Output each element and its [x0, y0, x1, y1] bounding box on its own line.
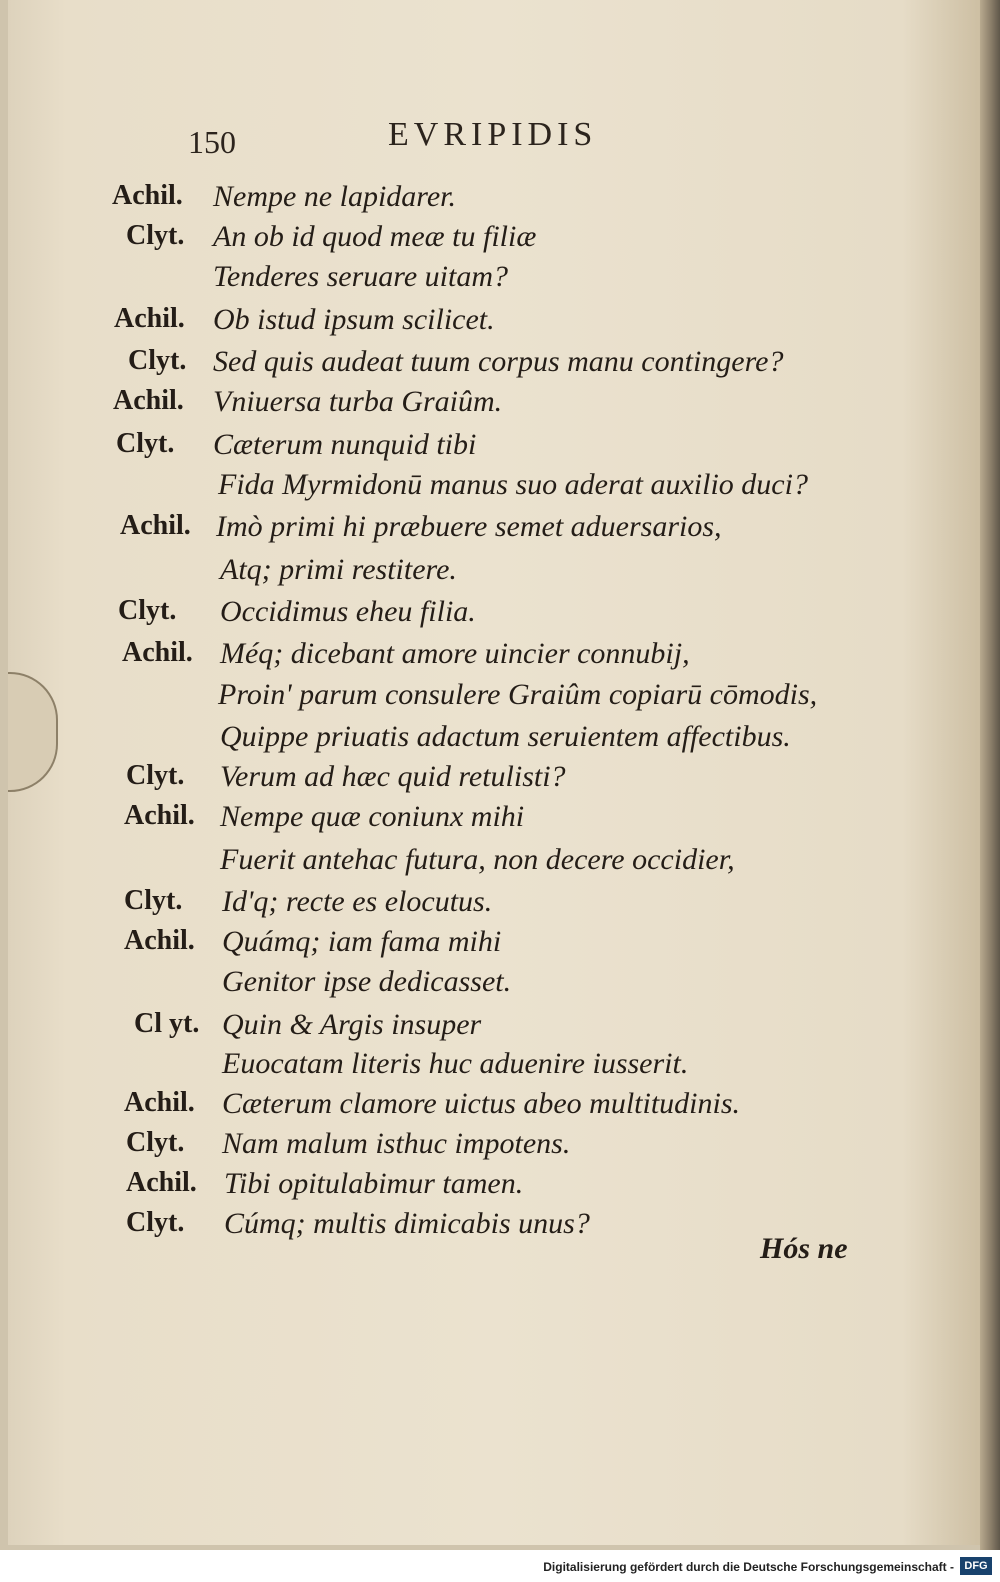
dialogue-line — [8, 303, 948, 343]
speaker-label: Achil. — [114, 303, 185, 334]
verse-text: Nam malum isthuc impotens. — [222, 1127, 571, 1160]
dialogue-line — [8, 345, 948, 385]
dialogue-line — [8, 260, 948, 300]
verse-text: Cæterum nunquid tibi — [213, 428, 477, 461]
dialogue-line — [8, 1047, 948, 1087]
verse-text: Tenderes seruare uitam? — [213, 260, 508, 293]
speaker-label: Cl yt. — [134, 1008, 200, 1039]
speaker-label: Clyt. — [126, 1127, 185, 1158]
speaker-label: Achil. — [124, 800, 195, 831]
dialogue-line — [8, 800, 948, 840]
digitization-footer — [0, 1550, 1000, 1582]
verse-text: Verum ad hæc quid retulisti? — [220, 760, 566, 793]
dialogue-line — [8, 843, 948, 883]
verse-text: Cúmq; multis dimicabis unus? — [224, 1207, 590, 1240]
speaker-label: Clyt. — [116, 428, 175, 459]
dialogue-line — [8, 553, 948, 593]
verse-text: Méq; dicebant amore uincier connubij, — [220, 637, 690, 670]
speaker-label: Achil. — [124, 1087, 195, 1118]
verse-text: Nempe quæ coniunx mihi — [220, 800, 525, 833]
speaker-label: Clyt. — [126, 760, 185, 791]
catchword: Hós ne — [760, 1232, 848, 1265]
verse-text: Imò primi hi præbuere semet aduersarios, — [216, 510, 722, 543]
verse-text: Fida Myrmidonū manus suo aderat auxilio duci? — [218, 468, 808, 501]
verse-text: Genitor ipse dedicasset. — [222, 965, 512, 998]
dialogue-line — [8, 428, 948, 468]
dialogue-line — [8, 468, 948, 508]
dialogue-line — [8, 637, 948, 677]
page-edge-shadow — [980, 0, 1000, 1550]
verse-text: Quippe priuatis adactum seruientem affectibus. — [220, 720, 791, 753]
verse-text: Fuerit antehac futura, non decere occidier, — [220, 843, 735, 876]
verse-text: Quin & Argis insuper — [222, 1008, 482, 1041]
verse-text: Vniuersa turba Graiûm. — [213, 385, 503, 418]
speaker-label: Clyt. — [128, 345, 187, 376]
verse-text: Occidimus eheu filia. — [220, 595, 476, 628]
verse-text: Id'q; recte es elocutus. — [222, 885, 493, 918]
dfg-logo: DFG — [960, 1557, 992, 1575]
running-title: EVRIPIDIS — [388, 116, 598, 153]
dialogue-line — [8, 1008, 948, 1048]
dialogue-line — [8, 180, 948, 220]
dialogue-line — [8, 720, 948, 760]
speaker-label: Achil. — [113, 385, 184, 416]
dialogue-line — [8, 510, 948, 550]
dialogue-line — [8, 1167, 948, 1207]
dialogue-line — [8, 1127, 948, 1167]
verse-text: Cæterum clamore uictus abeo multitudinis. — [222, 1087, 741, 1120]
speaker-label: Clyt. — [124, 885, 183, 916]
speaker-label: Clyt. — [126, 220, 185, 251]
speaker-label: Achil. — [122, 637, 193, 668]
verse-text: Atq; primi restitere. — [220, 553, 457, 586]
dialogue-line — [8, 760, 948, 800]
dialogue-line — [8, 220, 948, 260]
funding-credit: Digitalisierung gefördert durch die Deutsche Forschungsgemeinschaft - — [543, 1560, 954, 1574]
dialogue-line — [8, 385, 948, 425]
page-header — [188, 112, 628, 162]
speaker-label: Achil. — [112, 180, 183, 211]
verse-text: Nempe ne lapidarer. — [213, 180, 457, 213]
dialogue-line — [8, 965, 948, 1005]
dialogue-line — [8, 678, 948, 718]
dialogue-line — [8, 885, 948, 925]
verse-text: Sed quis audeat tuum corpus manu contingere? — [213, 345, 784, 378]
verse-text: Proin' parum consulere Graiûm copiarū cōmodis, — [218, 678, 818, 711]
speaker-label: Achil. — [124, 925, 195, 956]
dialogue-line — [8, 595, 948, 635]
speaker-label: Achil. — [120, 510, 191, 541]
dialogue-line — [8, 1087, 948, 1127]
verse-text: Ob istud ipsum scilicet. — [213, 303, 495, 336]
speaker-label: Clyt. — [118, 595, 177, 626]
book-page — [8, 0, 982, 1545]
verse-text: Euocatam literis huc aduenire iusserit. — [222, 1047, 689, 1080]
page-number: 150 — [188, 124, 236, 160]
dialogue-line — [8, 925, 948, 965]
speaker-label: Clyt. — [126, 1207, 185, 1238]
verse-text: An ob id quod meæ tu filiæ — [213, 220, 537, 253]
verse-text: Quámq; iam fama mihi — [222, 925, 502, 958]
verse-text: Tibi opitulabimur tamen. — [224, 1167, 524, 1200]
speaker-label: Achil. — [126, 1167, 197, 1198]
